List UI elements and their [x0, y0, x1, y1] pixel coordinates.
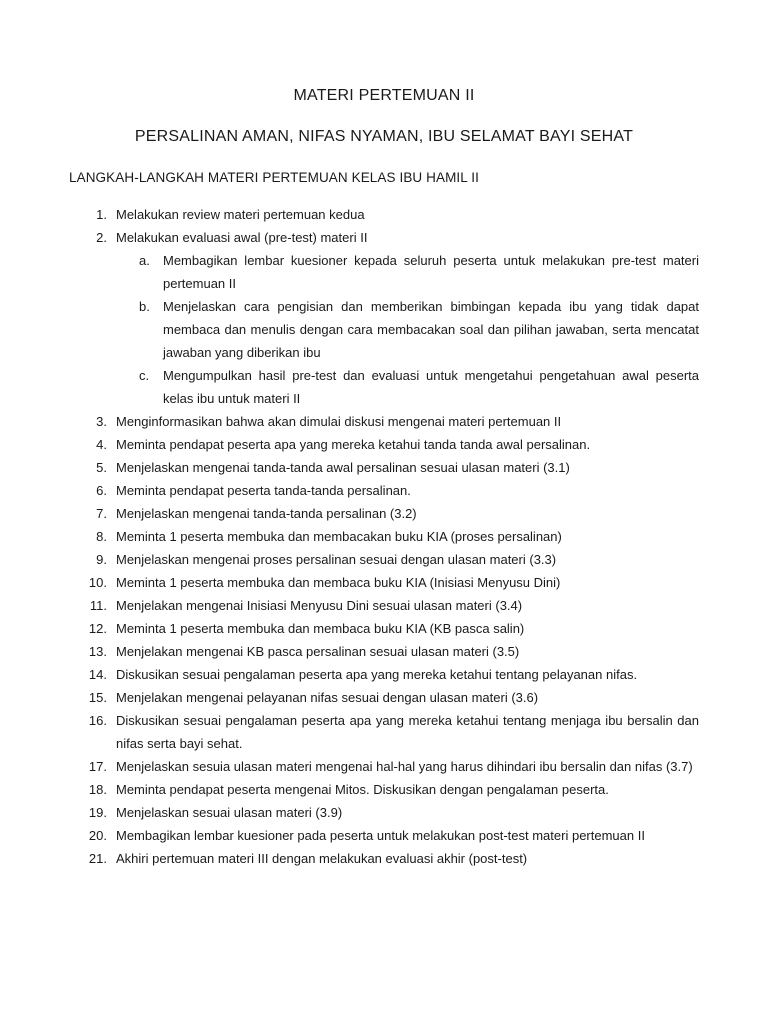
item-text: Menginformasikan bahwa akan dimulai diskusi mengenai materi pertemuan II	[116, 414, 562, 429]
item-number: 8.	[96, 529, 107, 544]
item-text: Meminta 1 peserta membuka dan membaca buku KIA (Inisiasi Menyusu Dini)	[116, 575, 561, 590]
page-title: MATERI PERTEMUAN II	[293, 87, 475, 104]
item-number: 18.	[88, 782, 107, 797]
sub-item-letter: c.	[139, 368, 150, 383]
list-item	[69, 548, 699, 571]
item-text: Menjelaskan mengenai tanda-tanda persalinan (3.2)	[116, 506, 417, 521]
item-text: Menjelaskan mengenai proses persalinan sesuai dengan ulasan materi (3.3)	[116, 552, 557, 567]
list-item	[69, 824, 699, 847]
sub-item-text: Membagikan lembar kuesioner kepada seluruh peserta untuk melakukan pre-test materi pertemuan II	[163, 253, 699, 291]
item-text: Meminta pendapat peserta mengenai Mitos. Diskusikan dengan pengalaman peserta.	[116, 782, 609, 797]
list-item	[69, 801, 699, 824]
item-number: 19.	[88, 805, 107, 820]
item-number: 3.	[96, 414, 107, 429]
list-item	[69, 433, 699, 456]
item-text: Menjelakan mengenai Inisiasi Menyusu Dini sesuai ulasan materi (3.4)	[116, 598, 523, 613]
item-number: 12.	[88, 621, 107, 636]
list-item	[69, 571, 699, 594]
item-text: Meminta pendapat peserta tanda-tanda persalinan.	[116, 483, 411, 498]
sub-list-item	[116, 295, 699, 364]
item-text: Melakukan review materi pertemuan kedua	[116, 207, 365, 222]
sub-item-text: Menjelaskan cara pengisian dan memberikan bimbingan kepada ibu yang tidak dapat membaca dan menulis dengan cara membacakan soal dan pilihan jawaban, serta mencatat jawaban yang diberikan ibu	[163, 299, 699, 360]
item-number: 6.	[96, 483, 107, 498]
list-item	[69, 617, 699, 640]
item-number: 9.	[96, 552, 107, 567]
item-number: 14.	[88, 667, 107, 682]
list-item	[69, 778, 699, 801]
item-number: 10.	[88, 575, 107, 590]
item-text: Menjelakan mengenai KB pasca persalinan sesuai ulasan materi (3.5)	[116, 644, 520, 659]
item-text: Meminta 1 peserta membuka dan membacakan buku KIA (proses persalinan)	[116, 529, 562, 544]
list-item	[69, 709, 699, 755]
page-subtitle: PERSALINAN AMAN, NIFAS NYAMAN, IBU SELAMAT BAYI SEHAT	[134, 128, 634, 145]
list-item	[69, 640, 699, 663]
sub-item-text: Mengumpulkan hasil pre-test dan evaluasi untuk mengetahui pengetahuan awal peserta kelas ibu untuk materi II	[163, 368, 699, 406]
list-item	[69, 847, 699, 870]
item-number: 2.	[96, 230, 107, 245]
item-number: 11.	[89, 598, 107, 613]
item-number: 20.	[88, 828, 107, 843]
list-item	[69, 410, 699, 433]
list-item	[69, 502, 699, 525]
item-text: Akhiri pertemuan materi III dengan melakukan evaluasi akhir (post-test)	[116, 851, 528, 866]
substeps-list	[116, 249, 699, 410]
item-text: Membagikan lembar kuesioner pada peserta untuk melakukan post-test materi pertemuan II	[116, 828, 645, 843]
item-text: Melakukan evaluasi awal (pre-test) materi II	[116, 230, 368, 245]
item-text: Menjelaskan mengenai tanda-tanda awal persalinan sesuai ulasan materi (3.1)	[116, 460, 570, 475]
sub-item-letter: b.	[139, 299, 150, 314]
list-item	[69, 479, 699, 502]
item-number: 17.	[88, 759, 107, 774]
section-heading: LANGKAH-LANGKAH MATERI PERTEMUAN KELAS IBU HAMIL II	[69, 170, 479, 185]
item-text: Meminta 1 peserta membuka dan membaca buku KIA (KB pasca salin)	[116, 621, 525, 636]
list-item	[69, 686, 699, 709]
item-text: Menjelaskan sesuai ulasan materi (3.9)	[116, 805, 343, 820]
item-number: 5.	[96, 460, 107, 475]
item-number: 13.	[88, 644, 107, 659]
item-number: 15.	[88, 690, 107, 705]
steps-list	[69, 203, 699, 870]
item-text: Diskusikan sesuai pengalaman peserta apa yang mereka ketahui tentang menjaga ibu bersalin dan nifas serta bayi sehat.	[116, 713, 699, 751]
list-item	[69, 226, 699, 410]
item-text: Diskusikan sesuai pengalaman peserta apa yang mereka ketahui tentang pelayanan nifas.	[116, 667, 638, 682]
sub-item-letter: a.	[139, 253, 150, 268]
item-text: Menjelaskan sesuia ulasan materi mengenai hal-hal yang harus dihindari ibu bersalin dan nifas (3.7)	[116, 759, 693, 774]
item-text: Menjelakan mengenai pelayanan nifas sesuai dengan ulasan materi (3.6)	[116, 690, 539, 705]
list-item	[69, 755, 699, 778]
list-item	[69, 203, 699, 226]
item-text: Meminta pendapat peserta apa yang mereka ketahui tanda tanda awal persalinan.	[116, 437, 591, 452]
item-number: 21.	[88, 851, 107, 866]
list-item	[69, 456, 699, 479]
list-item	[69, 663, 699, 686]
sub-list-item	[116, 249, 699, 295]
item-number: 1.	[96, 207, 107, 222]
list-item	[69, 594, 699, 617]
item-number: 7.	[96, 506, 107, 521]
list-item	[69, 525, 699, 548]
item-number: 4.	[96, 437, 107, 452]
sub-list-item	[116, 364, 699, 410]
item-number: 16.	[88, 713, 107, 728]
